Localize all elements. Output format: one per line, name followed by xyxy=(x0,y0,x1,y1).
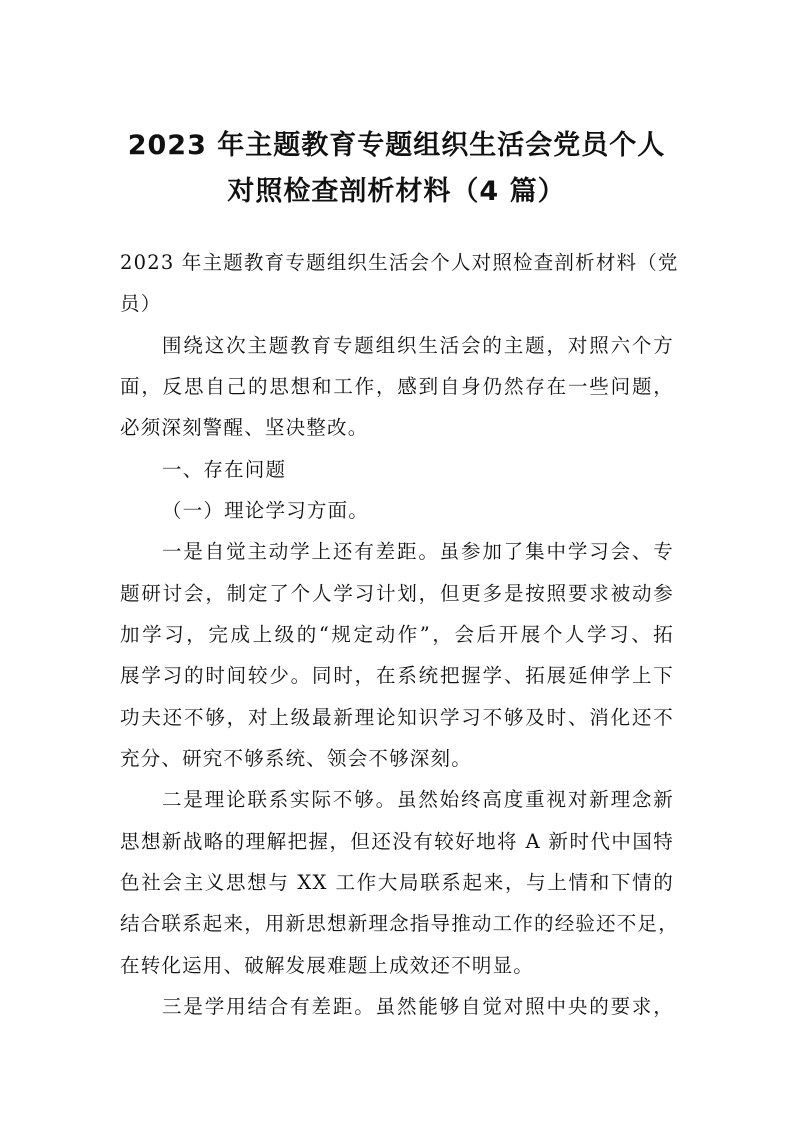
paragraph-line: 在转化运用、破解发展难题上成效还不明显。 xyxy=(120,954,535,977)
paragraph-line: 三是学用结合有差距。虽然能够自觉对照中央的要求， xyxy=(162,995,674,1018)
subsection-heading: （一）理论学习方面。 xyxy=(162,499,370,522)
paragraph-line: 题研讨会，制定了个人学习计划，但更多是按照要求被动参 xyxy=(120,582,674,605)
subtitle-line: 员） xyxy=(120,292,162,315)
document-title-line-2: 对照检查剖析材料（4 篇） xyxy=(227,176,566,207)
subtitle-line: 2023 年主题教育专题组织生活会个人对照检查剖析材料（党 xyxy=(120,251,679,274)
paragraph-line: 二是理论联系实际不够。虽然始终高度重视对新理念新 xyxy=(162,788,674,811)
paragraph-line: 围绕这次主题教育专题组织生活会的主题，对照六个方 xyxy=(162,334,674,357)
paragraph-line: 充分、研究不够系统、领会不够深刻。 xyxy=(120,747,472,770)
paragraph-line: 加学习，完成上级的“规定动作”，会后开展个人学习、拓 xyxy=(120,623,674,646)
paragraph-line: 思想新战略的理解把握，但还没有较好地将 A 新时代中国特 xyxy=(120,830,674,853)
paragraph-line: 色社会主义思想与 XX 工作大局联系起来，与上情和下情的 xyxy=(120,871,674,894)
section-heading: 一、存在问题 xyxy=(162,458,287,481)
paragraph-line: 必须深刻警醒、坚决整改。 xyxy=(120,416,369,439)
document-title-line-1: 2023 年主题教育专题组织生活会党员个人 xyxy=(127,130,666,161)
paragraph-line: 结合联系起来，用新思想新理念指导推动工作的经验还不足， xyxy=(120,912,679,935)
paragraph-line: 展学习的时间较少。同时，在系统把握学、拓展延伸学上下 xyxy=(120,664,674,687)
paragraph-line: 功夫还不够，对上级最新理论知识学习不够及时、消化还不 xyxy=(120,706,674,729)
paragraph-line: 面，反思自己的思想和工作，感到自身仍然存在一些问题， xyxy=(120,375,674,398)
paragraph-line: 一是自觉主动学上还有差距。虽参加了集中学习会、专 xyxy=(162,540,674,563)
